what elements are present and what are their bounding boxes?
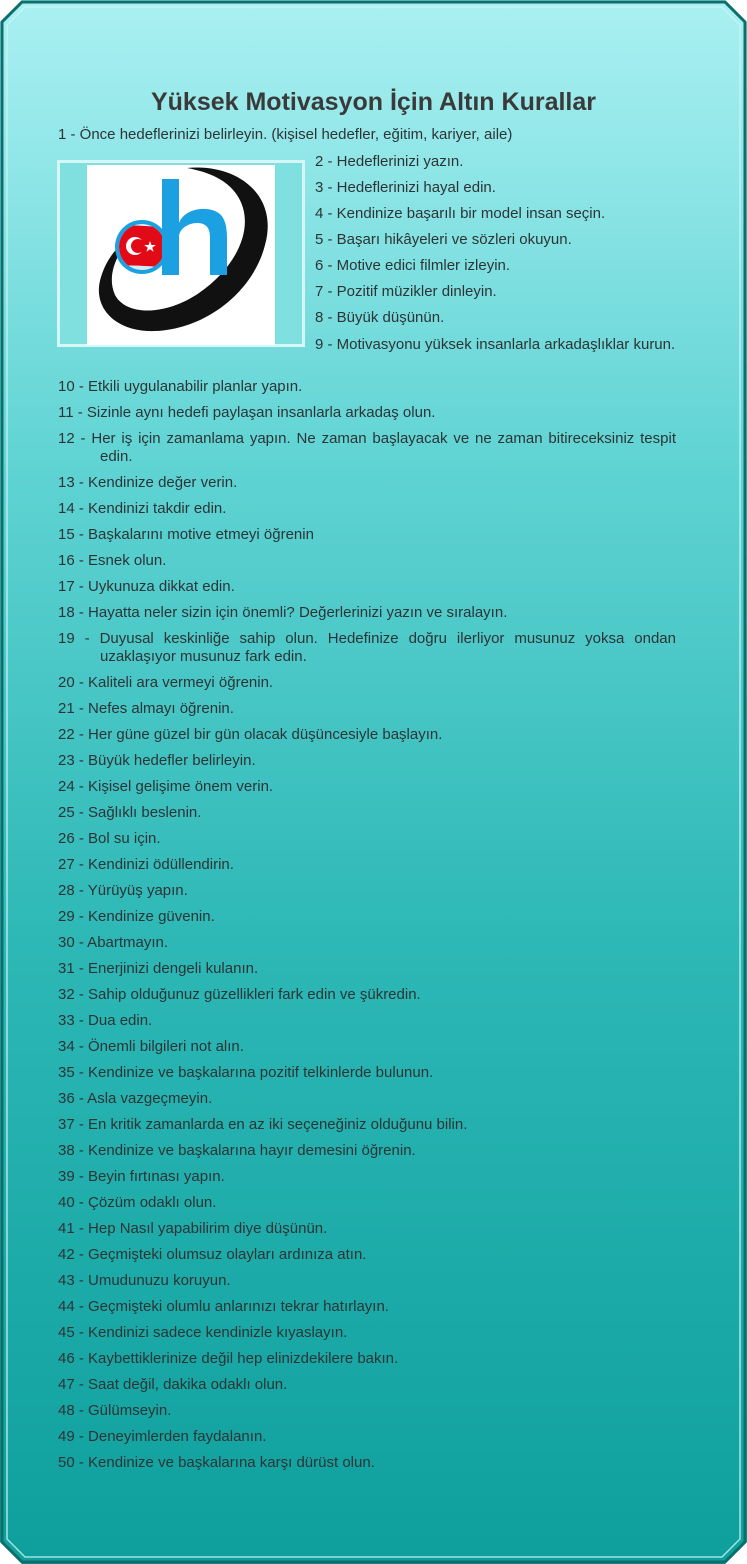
rule-item: 14 - Kendinizi takdir edin.	[58, 500, 227, 517]
rule-item: 8 - Büyük düşünün.	[315, 309, 445, 326]
rule-item: 48 - Gülümseyin.	[58, 1402, 172, 1419]
rule-item: 9 - Motivasyonu yüksek insanlarla arkadaşlıklar kurun.	[315, 336, 676, 353]
rule-item: 21 - Nefes almayı öğrenin.	[58, 700, 234, 717]
rule-item: 41 - Hep Nasıl yapabilirim diye düşünün.	[58, 1220, 328, 1237]
rule-item: 20 - Kaliteli ara vermeyi öğrenin.	[58, 674, 274, 691]
rule-item: 10 - Etkili uygulanabilir planlar yapın.	[58, 378, 303, 395]
rule-item: 43 - Umudunuzu koruyun.	[58, 1272, 231, 1289]
rule-item: 11 - Sizinle aynı hedefi paylaşan insanlarla arkadaş olun.	[58, 404, 436, 421]
rule-item: 44 - Geçmişteki olumlu anlarınızı tekrar hatırlayın.	[58, 1298, 389, 1315]
page-title: Yüksek Motivasyon İçin Altın Kurallar	[150, 88, 597, 116]
rule-item: 27 - Kendinizi ödüllendirin.	[58, 856, 234, 873]
rule-item: 26 - Bol su için.	[58, 830, 161, 847]
rule-item: 28 - Yürüyüş yapın.	[58, 882, 188, 899]
rule-item: 5 - Başarı hikâyeleri ve sözleri okuyun.	[315, 231, 572, 248]
rule-item: 32 - Sahip olduğunuz güzellikleri fark edin ve şükredin.	[58, 986, 421, 1003]
rule-item: 35 - Kendinize ve başkalarına pozitif telkinlerde bulunun.	[58, 1064, 434, 1081]
rule-item: 37 - En kritik zamanlarda en az iki seçeneğiniz olduğunu bilin.	[58, 1116, 468, 1133]
rule-item: 31 - Enerjinizi dengeli kulanın.	[58, 960, 259, 977]
rule-item: 42 - Geçmişteki olumsuz olayları ardınıza atın.	[58, 1246, 367, 1263]
rule-item: 19 - Duyusal keskinliğe sahip olun. Hedefinize doğru ilerliyor musunuz yoksa ondan uzaklaşıyor musunuz fark edin.	[58, 630, 676, 665]
rule-item: 45 - Kendinizi sadece kendinizle kıyaslayın.	[58, 1324, 348, 1341]
rule-item: 38 - Kendinize ve başkalarına hayır demesini öğrenin.	[58, 1142, 416, 1159]
rule-item: 2 - Hedeflerinizi yazın.	[315, 153, 464, 170]
rule-item: 36 - Asla vazgeçmeyin.	[58, 1090, 213, 1107]
rule-item: 12 - Her iş için zamanlama yapın. Ne zaman başlayacak ve ne zaman bitireceksiniz tespit edin.	[58, 430, 676, 465]
rule-item: 46 - Kaybettiklerinize değil hep elinizdekilere bakın.	[58, 1350, 399, 1367]
rule-item: 49 - Deneyimlerden faydalanın.	[58, 1428, 267, 1445]
rule-item: 25 - Sağlıklı beslenin.	[58, 804, 202, 821]
rule-item: 22 - Her güne güzel bir gün olacak düşüncesiyle başlayın.	[58, 726, 443, 743]
rule-item: 39 - Beyin fırtınası yapın.	[58, 1168, 225, 1185]
rule-item: 16 - Esnek olun.	[58, 552, 167, 569]
rule-item: 3 - Hedeflerinizi hayal edin.	[315, 179, 496, 196]
rule-item: 1 - Önce hedeflerinizi belirleyin. (kişisel hedefler, eğitim, kariyer, aile)	[58, 126, 513, 143]
rule-item: 7 - Pozitif müzikler dinleyin.	[315, 283, 497, 300]
rule-item: 33 - Dua edin.	[58, 1012, 153, 1029]
rule-item: 50 - Kendinize ve başkalarına karşı dürüst olun.	[58, 1454, 375, 1471]
rule-item: 30 - Abartmayın.	[58, 934, 169, 951]
rule-item: 29 - Kendinize güvenin.	[58, 908, 215, 925]
rule-item: 23 - Büyük hedefler belirleyin.	[58, 752, 256, 769]
rule-item: 24 - Kişisel gelişime önem verin.	[58, 778, 274, 795]
rule-item: 40 - Çözüm odaklı olun.	[58, 1194, 217, 1211]
rule-item: 18 - Hayatta neler sizin için önemli? Değerlerinizi yazın ve sıralayın.	[58, 604, 508, 621]
rule-item: 34 - Önemli bilgileri not alın.	[58, 1038, 244, 1055]
rule-item: 47 - Saat değil, dakika odaklı olun.	[58, 1376, 288, 1393]
rule-item: 13 - Kendinize değer verin.	[58, 474, 238, 491]
rule-item: 4 - Kendinize başarılı bir model insan seçin.	[315, 205, 606, 222]
rule-item: 6 - Motive edici filmler izleyin.	[315, 257, 511, 274]
rule-item: 17 - Uykunuza dikkat edin.	[58, 578, 235, 595]
rule-item: 15 - Başkalarını motive etmeyi öğrenin	[58, 526, 314, 543]
